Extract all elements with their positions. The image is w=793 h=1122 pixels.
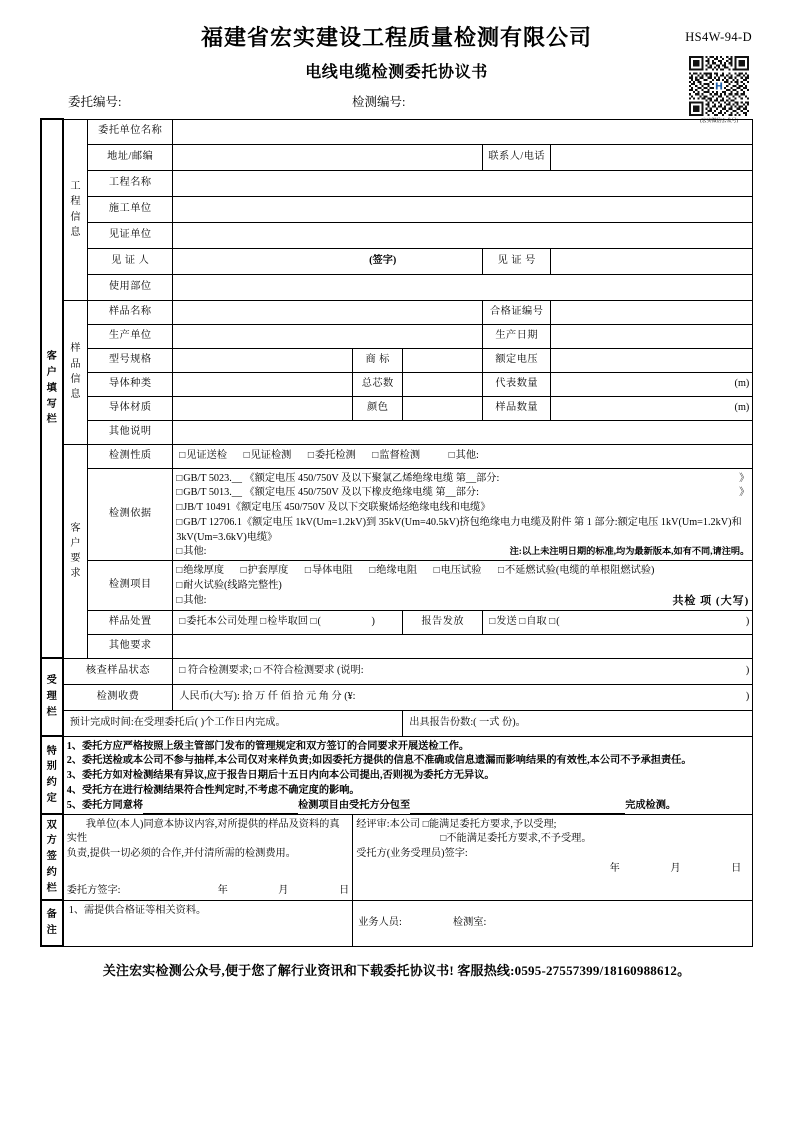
label-witness-person: 见 证 人 xyxy=(88,248,173,274)
field-test-fee xyxy=(173,684,753,710)
label-cert-no: 合格证编号 xyxy=(483,300,551,324)
lab-label[interactable]: 检测室: xyxy=(452,916,487,928)
field-other-desc[interactable] xyxy=(173,420,753,444)
document-code: HS4W-94-D xyxy=(685,30,752,44)
label-use-part: 使用部位 xyxy=(88,274,173,300)
trustee-signature-label[interactable]: 受托方(业务受理员)签字: xyxy=(356,848,468,860)
label-project-name: 工程名称 xyxy=(88,170,173,196)
side-label-project-info: 工 程 信 息 xyxy=(63,119,88,300)
checkbox-report-other[interactable]: □ ( xyxy=(549,616,559,627)
fee-close-bracket: ) xyxy=(745,690,750,702)
side-label-both-sign: 双 方 签 约 栏 xyxy=(41,814,63,900)
entrust-date-day: 日 xyxy=(339,884,350,896)
company-title: 福建省宏实建设工程质量检测有限公司 xyxy=(200,25,592,50)
side-label-special-terms: 特 别 约 定 xyxy=(41,736,63,814)
table-row xyxy=(41,710,753,736)
field-check-sample-status xyxy=(173,658,753,684)
checkbox-flame-retardant-test[interactable]: □ 不延燃试验(电缆的单根阻燃试验) xyxy=(498,565,654,576)
label-unit-name: 委托单位名称 xyxy=(88,119,173,144)
document-header xyxy=(0,0,793,124)
label-test-items: 检测项目 xyxy=(88,561,173,611)
fee-text[interactable]: 人民币(大写): 拾 万 仟 佰 拾 元 角 分 (¥: xyxy=(179,690,356,702)
checkbox-report-send[interactable]: □ 发送 xyxy=(489,616,516,627)
field-contact[interactable] xyxy=(551,144,753,170)
staff-label[interactable]: 业务人员: xyxy=(358,916,402,928)
table-row xyxy=(41,684,753,710)
check-status-text[interactable]: □ 符合检测要求; □ 不符合检测要求 (说明: xyxy=(179,664,364,676)
table-row xyxy=(41,324,753,348)
field-test-basis xyxy=(173,468,753,561)
main-form-table xyxy=(40,118,754,947)
entrust-date-month: 月 xyxy=(278,884,289,896)
special-term-4: 4、受托方在进行检测结果符合性判定时,不考虑不确定度的影响。 xyxy=(66,785,360,797)
checkbox-supervision-test[interactable]: □ 监督检测 xyxy=(372,450,420,461)
trustee-date-month: 月 xyxy=(670,862,681,874)
label-model-spec: 型号规格 xyxy=(88,348,173,372)
test-items-row-2 xyxy=(176,579,749,594)
checkbox-report-pickup[interactable]: □ 自取 xyxy=(519,616,546,627)
test-items-row-1 xyxy=(176,564,749,579)
test-items-row-3 xyxy=(176,594,749,609)
label-conductor-type: 导体种类 xyxy=(88,372,173,396)
field-test-nature xyxy=(173,444,753,468)
checkbox-entrust-test[interactable]: □ 委托检测 xyxy=(308,450,356,461)
label-test-basis: 检测依据 xyxy=(88,468,173,561)
field-witness-person[interactable] xyxy=(173,248,483,274)
label-check-sample-status: 核查样品状态 xyxy=(63,658,173,684)
checkbox-sheath-thickness[interactable]: □ 护套厚度 xyxy=(241,565,289,576)
table-row xyxy=(41,396,753,420)
trustee-party-block xyxy=(353,814,753,900)
table-row xyxy=(41,634,753,658)
basis-item-4[interactable]: □ GB/T 12706.1《额定电压 1kV(Um=1.2kV)到 35kV(Um=40.5kV)挤包绝缘电力电缆及附件 第 1 部分:额定电压 1kV(Um=1.2kV)和 3kV(Um=3.6kV)电缆》 xyxy=(176,516,749,546)
basis-close-bracket-2: 》 xyxy=(739,487,750,499)
subcontract-item-blank[interactable] xyxy=(143,804,298,814)
field-represent-qty[interactable] xyxy=(551,372,753,396)
label-sample-qty: 样品数量 xyxy=(483,396,551,420)
field-use-part[interactable] xyxy=(173,274,753,300)
entrust-no-label: 委托编号: xyxy=(68,95,122,110)
trustee-date-row xyxy=(356,862,749,877)
label-produce-date: 生产日期 xyxy=(483,324,551,348)
entrust-statement-line1: 我单位(本人)同意本协议内容,对所提供的样品及资料的真实性 xyxy=(66,818,340,845)
field-core-count[interactable] xyxy=(403,372,483,396)
table-row xyxy=(41,274,753,300)
label-construction-unit: 施工单位 xyxy=(88,196,173,222)
label-conductor-material: 导体材质 xyxy=(88,396,173,420)
check-status-close-bracket: ) xyxy=(745,664,750,676)
table-row xyxy=(41,144,753,170)
subcontract-target-blank[interactable] xyxy=(410,804,625,814)
table-row xyxy=(41,170,753,196)
table-row xyxy=(41,814,753,900)
label-sample-disposal: 样品处置 xyxy=(88,610,173,634)
checkbox-company-dispose[interactable]: □ 委托本公司处理 xyxy=(179,616,257,627)
field-producer[interactable] xyxy=(173,324,483,348)
table-row xyxy=(41,348,753,372)
table-row xyxy=(41,372,753,396)
table-row xyxy=(41,610,753,634)
field-report-copies[interactable]: 出具报告份数:( 一式 份)。 xyxy=(403,710,753,736)
field-project-name[interactable] xyxy=(173,170,753,196)
remarks-staff-block xyxy=(353,900,753,946)
review-line2[interactable]: □不能满足委托方要求,不予受理。 xyxy=(440,833,592,845)
entrust-signature-row xyxy=(67,884,350,899)
basis-close-bracket-1: 》 xyxy=(739,472,750,484)
label-address: 地址/邮编 xyxy=(88,144,173,170)
checkbox-witness-test[interactable]: □ 见证检测 xyxy=(244,450,292,461)
side-label-remarks: 备 注 xyxy=(41,900,63,946)
special-term-1: 1、委托方应严格按照上级主管部门发布的管理规定和双方签订的合同要求开展送检工作。 xyxy=(66,740,470,752)
remark-note-1: 1、需提供合格证等相关资料。 xyxy=(63,900,353,946)
label-report-issue: 报告发放 xyxy=(403,610,483,634)
entrust-party-block xyxy=(63,814,353,900)
field-unit-name[interactable] xyxy=(173,119,753,144)
qr-caption: (宏实微信公众号) xyxy=(700,118,738,124)
label-brand: 商 标 xyxy=(353,348,403,372)
checkbox-witness-delivery[interactable]: □ 见证送检 xyxy=(179,450,227,461)
table-row xyxy=(41,658,753,684)
table-row xyxy=(41,900,753,946)
table-row xyxy=(41,196,753,222)
side-label-customer-fill: 客 户 填 写 栏 xyxy=(41,119,63,658)
label-color: 颜色 xyxy=(353,396,403,420)
special-term-3: 3、委托方如对检测结果有异议,应于报告日期后十五日内向本公司提出,否则视为委托方无异议。 xyxy=(66,770,495,782)
field-witness-unit[interactable] xyxy=(173,222,753,248)
label-test-nature: 检测性质 xyxy=(88,444,173,468)
entrust-date-year: 年 xyxy=(217,884,228,896)
field-other-req[interactable] xyxy=(173,634,753,658)
checkbox-insulation-resistance[interactable]: □ 绝缘电阻 xyxy=(369,565,417,576)
label-rated-voltage: 额定电压 xyxy=(483,348,551,372)
table-row xyxy=(41,468,753,561)
field-sample-name[interactable] xyxy=(173,300,483,324)
trustee-date-year: 年 xyxy=(609,862,620,874)
entrust-signature-label[interactable]: 委托方签字: xyxy=(66,884,121,896)
basis-item-2[interactable]: □ GB/T 5013.__ 《额定电压 450/750V 及以下橡皮绝缘电缆 第__部分: 》 xyxy=(176,486,749,501)
label-test-fee: 检测收费 xyxy=(63,684,173,710)
side-label-sample-info: 样 品 信 息 xyxy=(63,300,88,444)
field-expected-completion[interactable]: 预计完成时间:在受理委托后( )个工作日内完成。 xyxy=(63,710,403,736)
special-terms-block xyxy=(63,736,753,814)
side-label-customer-req: 客 户 要 求 xyxy=(63,444,88,658)
number-row xyxy=(0,92,793,116)
field-report-issue xyxy=(483,610,753,634)
special-term-5: 5、委托方同意将 检测项目由受托方分包至 完成检测。 xyxy=(67,799,750,814)
basis-item-1[interactable]: □ GB/T 5023.__ 《额定电压 450/750V 及以下聚氯乙烯绝缘电缆 第__部分: 》 xyxy=(176,472,749,487)
field-brand[interactable] xyxy=(403,348,483,372)
trustee-date-day: 日 xyxy=(731,862,742,874)
test-no-label: 检测编号: xyxy=(352,95,406,110)
table-row xyxy=(41,222,753,248)
field-color[interactable] xyxy=(403,396,483,420)
checkbox-fire-resistance-test[interactable]: □ 耐火试验(线路完整性) xyxy=(176,580,282,591)
label-producer: 生产单位 xyxy=(88,324,173,348)
field-rated-voltage[interactable] xyxy=(551,348,753,372)
svg-text:H: H xyxy=(715,81,723,93)
basis-item-3[interactable]: □ JB/T 10491《额定电压 450/750V 及以下交联聚烯烃绝缘电线和电缆》 xyxy=(176,501,749,516)
field-sample-qty[interactable] xyxy=(551,396,753,420)
label-witness-no: 见 证 号 xyxy=(483,248,551,274)
review-line1[interactable]: 经评审:本公司 □能满足委托方要求,予以受理; xyxy=(356,818,557,830)
field-sample-disposal: □ 委托本公司处理 □ 检毕取回 □ ( ) xyxy=(173,610,403,634)
field-witness-no[interactable] xyxy=(551,248,753,274)
report-close-bracket: ) xyxy=(745,615,750,627)
special-term-2: 2、委托送检或本公司不参与抽样,本公司仅对来样负责;如因委托方提供的信息不准确或信息遗漏而影响结果的有效性,本公司不予承担责任。 xyxy=(66,755,692,767)
checkbox-insulation-thickness[interactable]: □ 绝缘厚度 xyxy=(176,565,224,576)
field-conductor-type[interactable] xyxy=(173,372,353,396)
signature-hint: (签字) xyxy=(369,254,397,266)
table-row xyxy=(41,420,753,444)
table-row xyxy=(41,300,753,324)
checkbox-voltage-test[interactable]: □ 电压试验 xyxy=(434,565,482,576)
field-produce-date[interactable] xyxy=(551,324,753,348)
field-construction-unit[interactable] xyxy=(173,196,753,222)
label-witness-unit: 见证单位 xyxy=(88,222,173,248)
field-address[interactable] xyxy=(173,144,483,170)
field-conductor-material[interactable] xyxy=(173,396,353,420)
label-other-req: 其他要求 xyxy=(88,634,173,658)
checkbox-conductor-resistance[interactable]: □ 导体电阻 xyxy=(305,565,353,576)
table-row xyxy=(41,444,753,468)
checkbox-disposal-other[interactable]: □ ( xyxy=(310,616,320,627)
table-row xyxy=(41,561,753,611)
checkbox-nature-other[interactable]: □ 其他: xyxy=(449,450,479,461)
unit-sample-qty: (m) xyxy=(734,401,750,413)
basis-note: 注:以上未注明日期的标准,均为最新版本,如有不同,请注明。 xyxy=(509,546,750,557)
field-test-items xyxy=(173,561,753,611)
label-represent-qty: 代表数量 xyxy=(483,372,551,396)
footer-notice: 关注宏实检测公众号,便于您了解行业资讯和下载委托协议书! 客服热线:0595-27557399/18160988612。 xyxy=(102,963,691,979)
unit-represent-qty: (m) xyxy=(734,377,750,389)
test-items-total: 共检 项 (大写) xyxy=(672,594,750,607)
label-sample-name: 样品名称 xyxy=(88,300,173,324)
field-cert-no[interactable] xyxy=(551,300,753,324)
field-model-spec[interactable] xyxy=(173,348,353,372)
basis-item-5[interactable]: □ 其他: 注:以上未注明日期的标准,均为最新版本,如有不同,请注明。 xyxy=(176,545,749,560)
form-title: 电线电缆检测委托协议书 xyxy=(305,64,488,82)
label-contact: 联系人/电话 xyxy=(483,144,551,170)
entrust-statement-line2: 负责,提供一切必须的合作,并付清所需的检测费用。 xyxy=(66,848,296,860)
table-row xyxy=(41,736,753,814)
checkbox-items-other[interactable]: □ 其他: xyxy=(176,595,206,606)
label-other-desc: 其他说明 xyxy=(88,420,173,444)
checkbox-retrieve-after-test[interactable]: □ 检毕取回 xyxy=(260,616,308,627)
label-core-count: 总芯数 xyxy=(353,372,403,396)
side-label-acceptance: 受 理 栏 xyxy=(41,658,63,736)
table-row xyxy=(41,119,753,144)
table-row xyxy=(41,248,753,274)
